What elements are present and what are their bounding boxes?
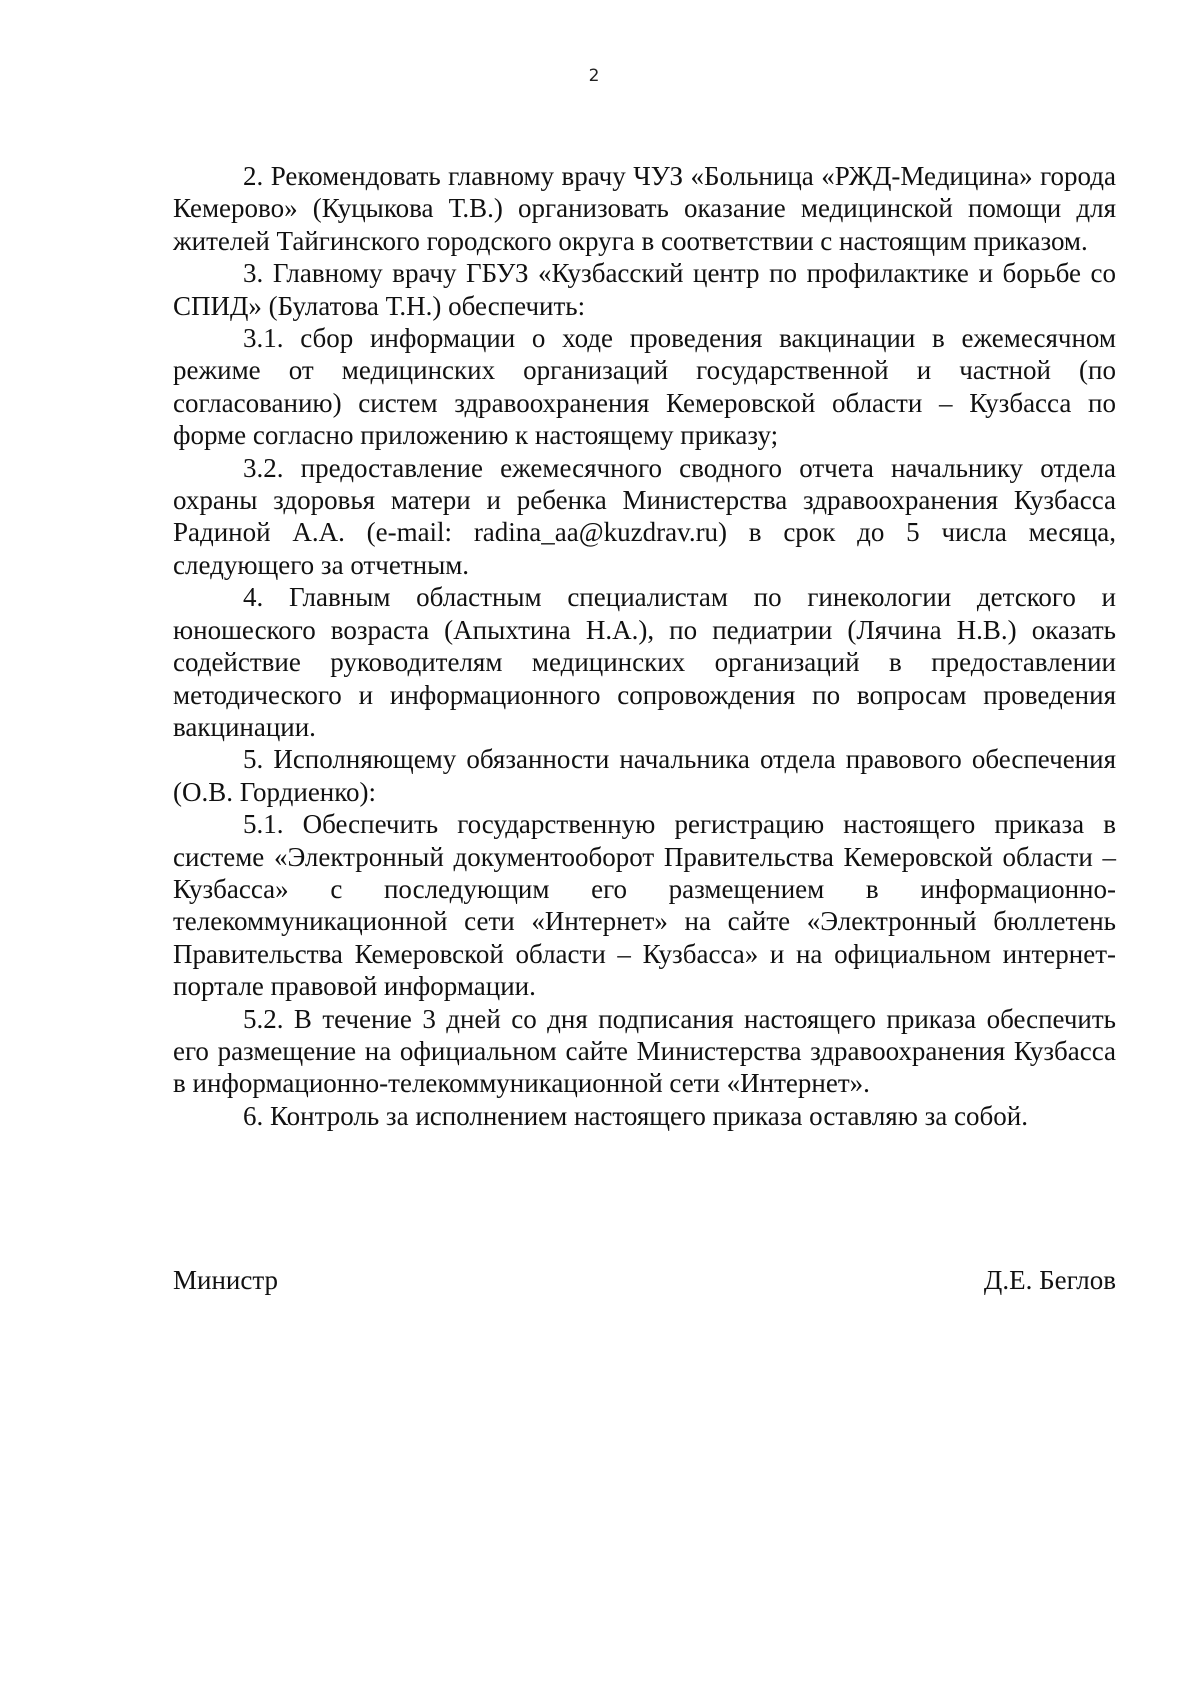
paragraph-5-2: 5.2. В течение 3 дней со дня подписания настоящего приказа обеспечить его размещение на официальном сайте Министерства здравоохранения Кузбасса в информационно-телекоммуникационной сети «Интернет». [173,1003,1116,1099]
order-body [173,160,1116,1132]
paragraph-4: 4. Главным областным специалистам по гинекологии детского и юношеского возраста (Апыхтина Н.А.), по педиатрии (Лячина Н.В.) оказать содействие руководителям медицинских организаций в предоставлении методического и информационного сопровождения по вопросам проведения вакцинации. [173,582,1116,742]
signature-block [173,1264,1116,1296]
paragraph-6: 6. Контроль за исполнением настоящего приказа оставляю за собой. [243,1100,1028,1131]
paragraph-3-1: 3.1. сбор информации о ходе проведения вакцинации в ежемесячном режиме от медицинских организаций государственной и частной (по согласованию) систем здравоохранения Кемеровской области – Кузбасса по форме согласно приложению к настоящему приказу; [173,323,1116,451]
paragraph-3: 3. Главному врачу ГБУЗ «Кузбасский центр по профилактике и борьбе со СПИД» (Булатова Т.Н.) обеспечить: [173,258,1116,321]
signer-name: Д.Е. Беглов [983,1265,1116,1295]
page-number: 2 [588,66,600,86]
paragraph-3-2: 3.2. предоставление ежемесячного сводного отчета начальнику отдела охраны здоровья матери и ребенка Министерства здравоохранения Кузбасса Радиной А.А. (e-mail: radina_aa@kuzdrav.ru) в срок до 5 числа месяца, следующего за отчетным. [173,452,1116,580]
paragraph-5-1: 5.1. Обеспечить государственную регистрацию настоящего приказа в системе «Электронный документооборот Правительства Кемеровской области – Кузбасса» с последующим его размещением в информационно-телекоммуникационной сети «Интернет» на сайте «Электронный бюллетень Правительства Кемеровской области – Кузбасса» и на официальном интернет-портале правовой информации. [173,809,1116,1002]
paragraph-2: 2. Рекомендовать главному врачу ЧУЗ «Больница «РЖД-Медицина» города Кемерово» (Куцыкова Т.В.) организовать оказание медицинской помощи для жителей Тайгинского городского округа в соответствии с настоящим приказом. [173,161,1116,256]
signer-position: Министр [173,1265,278,1295]
paragraph-5: 5. Исполняющему обязанности начальника отдела правового обеспечения (О.В. Гордиенко): [173,744,1116,807]
